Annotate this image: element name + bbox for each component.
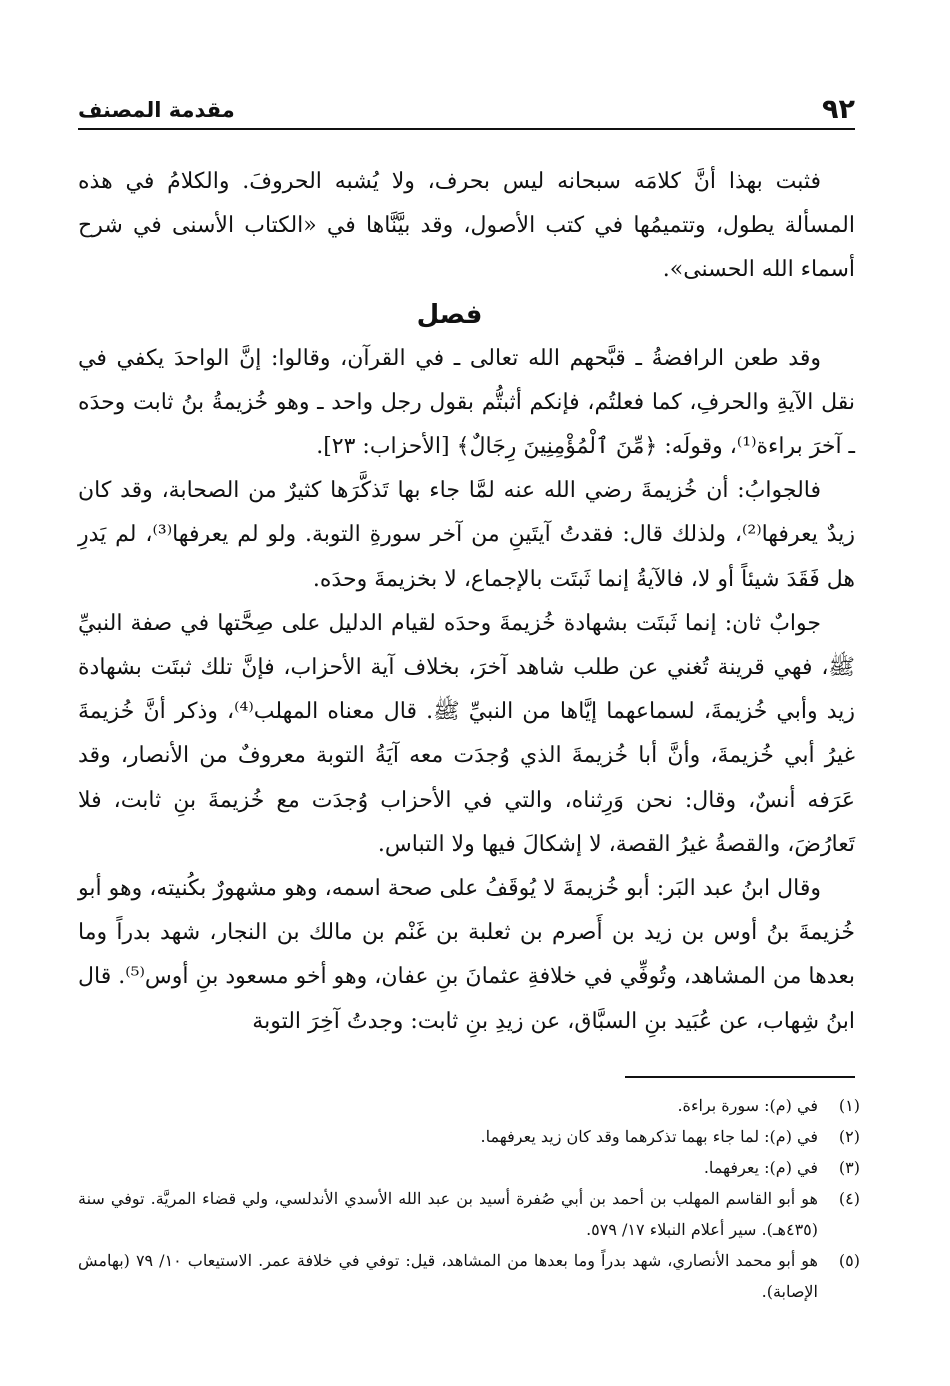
running-header: [78, 86, 855, 126]
footnote-separator: [625, 1076, 855, 1078]
footnote-text: في (م): لما جاء بهما تذكرهما وقد كان زيد يعرفهما.: [480, 1127, 818, 1146]
footnotes: [78, 1090, 860, 1307]
footnote: [78, 1183, 860, 1245]
footnote-text: هو أبو محمد الأنصاري، شهد بدراً وما بعدها من المشاهد، قيل: توفي في خلافة عمر. الاستيعاب ١٠/ ٧٩ (بهامش الإصابة).: [78, 1251, 818, 1301]
footnote: [78, 1121, 860, 1152]
section-heading: فصل: [416, 299, 483, 330]
paragraph: وقد طعن الرافضةُ ـ قبَّحهم الله تعالى ـ في القرآن، وقالوا: إنَّ الواحدَ يكفي في نقل الآيةِ والحرفِ، كما فعلتُم، فإنكم أثبتُّم بقول رجل واحد ـ وهو خُزيمةُ بنُ ثابت وحدَه ـ آخرَ براءة⁽¹⁾، وقولَه: ﴿مِّنَ ٱلْمُؤْمِنِينَ رِجَالٌ﴾ [الأحزاب: ٢٣].: [78, 345, 855, 460]
footnote-number: (٤): [838, 1189, 860, 1208]
footnote-number: (٢): [838, 1127, 860, 1146]
footnote-text: هو أبو القاسم المهلب بن أحمد بن أبي صُفرة أسيد بن عبد الله الأسدي الأندلسي، ولي قضاء المريَّة. توفي سنة (٤٣٥هـ). سير أعلام النبلاء ١٧/ ٥٧٩.: [78, 1189, 818, 1239]
header-rule: [78, 128, 855, 130]
footnote-text: في (م): سورة براءة.: [677, 1096, 818, 1115]
header-title: مقدمة المصنف: [78, 98, 235, 122]
main-text: [78, 160, 855, 1044]
footnote-number: (٥): [838, 1251, 860, 1270]
footnote-text: في (م): يعرفهما.: [703, 1158, 818, 1177]
footnote-number: (٣): [838, 1158, 860, 1177]
footnote: [78, 1245, 860, 1307]
page-number: ٩٢: [822, 94, 855, 125]
footnote-number: (١): [838, 1096, 860, 1115]
paragraph: فالجوابُ: أن خُزيمةَ رضي الله عنه لمَّا جاء بها تَذكَّرَها كثيرٌ من الصحابة، وقد كان زيدٌ يعرفها⁽²⁾، ولذلك قال: فقدتُ آيتَينِ من آخر سورةِ التوبة. ولو لم يعرفها⁽³⁾، لم يَدرِ هل فَقَدَ شيئاً أو لا، فالآيةُ إنما ثَبتَت بالإجماع، لا بخزيمةَ وحدَه.: [78, 478, 855, 592]
footnote: [78, 1152, 860, 1183]
paragraph: وقال ابنُ عبد البَر: أبو خُزيمةَ لا يُوقَفُ على صحة اسمه، وهو مشهورٌ بكُنيته، وهو أبو خُزيمةَ بنُ أوس بن زيد بن أَصرم بن ثعلبة بن غَنْم بن مالك بن النجار، شهد بدراً وما بعدها من المشاهد، وتُوفِّي في خلافةِ عثمانَ بنِ عفان، وهو أخو مسعود بنِ أوس⁽⁵⁾. قال ابنُ شِهاب، عن عُبَيد بنِ السبَّاق، عن زيدِ بنِ ثابت: وجدتُ آخِرَ التوبة: [78, 876, 855, 1034]
paragraph: فثبت بهذا أنَّ كلامَه سبحانه ليس بحرف، ولا يُشبه الحروفَ. والكلامُ في هذه المسألة يطول، وتتميمُها في كتب الأصول، وقد بيَّنَّاها في «الكتاب الأسنى في شرح أسماء الله الحسنى».: [78, 169, 855, 283]
footnote: [78, 1090, 860, 1121]
paragraph: جوابٌ ثان: إنما ثَبتَت بشهادة خُزيمةَ وحدَه لقيام الدليل على صِحَّتها في صفة النبيِّ ﷺ، فهي قرينة تُغني عن طلب شاهد آخرَ، بخلاف آية الأحزاب، فإنَّ تلك ثبتَت بشهادة زيد وأبي خُزيمةَ، لسماعهما إيَّاها من النبيِّ ﷺ. قال معناه المهلب⁽⁴⁾، وذكر أنَّ خُزيمةَ غيرُ أبي خُزيمةَ، وأنَّ أبا خُزيمةَ الذي وُجدَت معه آيَةُ التوبة معروفٌ من الأنصار، وقد عَرَفه أنسٌ، وقال: نحن وَرِثناه، والتي في الأحزاب وُجدَت مع خُزيمةَ بنِ ثابت، فلا تَعارُضَ، والقصةُ غيرُ القصة، لا إشكالَ فيها ولا التباس.: [78, 610, 855, 857]
